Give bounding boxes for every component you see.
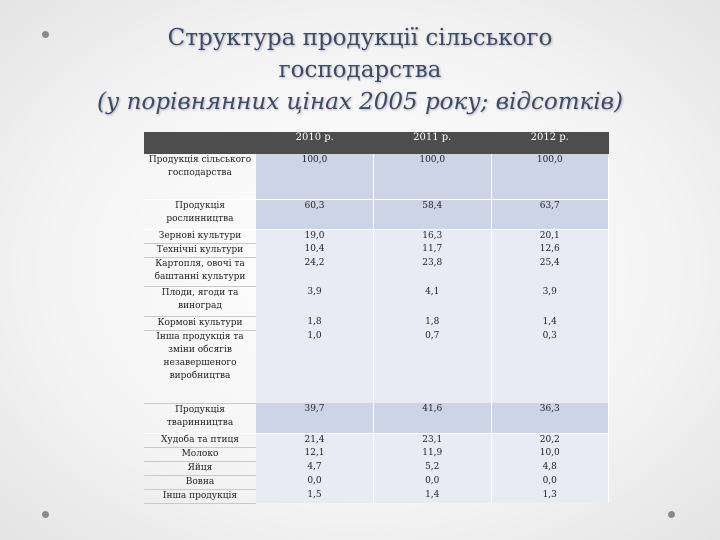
row-label: Зернові культури: [144, 229, 256, 243]
row-label: Плоди, ягоди та виноград: [144, 286, 256, 316]
cell-value: 19,0: [256, 229, 374, 243]
cell-value: 1,5: [256, 489, 374, 503]
row-label: Інша продукція: [144, 489, 256, 503]
decorative-dot: [42, 511, 49, 518]
cell-value: 12,6: [491, 243, 609, 257]
cell-value: 60,3: [256, 199, 374, 229]
cell-value: 0,0: [256, 475, 374, 489]
row-label: Картопля, овочі та баштанні культури: [144, 257, 256, 286]
structure-table: [144, 132, 609, 504]
title-line-1: Структура продукції сільського: [167, 25, 553, 51]
row-label: Яйця: [144, 461, 256, 475]
cell-value: 4,1: [374, 286, 492, 316]
cell-value: 1,4: [491, 316, 609, 330]
row-label: Продукція тваринництва: [144, 403, 256, 433]
cell-value: 21,4: [256, 433, 374, 447]
title-line-2: господарства: [278, 57, 442, 83]
cell-value: 4,7: [256, 461, 374, 475]
cell-value: 1,8: [256, 316, 374, 330]
cell-value: 16,3: [374, 229, 492, 243]
row-label: Молоко: [144, 447, 256, 461]
title-subtitle: (у порівнянних цінах 2005 року; відсотків): [97, 89, 623, 115]
row-label: Худоба та птиця: [144, 433, 256, 447]
cell-value: 1,4: [374, 489, 492, 503]
cell-value: 24,2: [256, 257, 374, 286]
table-row: [144, 330, 609, 403]
table-row: [144, 461, 609, 475]
cell-value: 0,0: [491, 475, 609, 489]
cell-value: 11,9: [374, 447, 492, 461]
table-row: [144, 154, 609, 199]
cell-value: 36,3: [491, 403, 609, 433]
cell-value: 10,4: [256, 243, 374, 257]
cell-value: 63,7: [491, 199, 609, 229]
table-row: [144, 403, 609, 433]
cell-value: 3,9: [491, 286, 609, 316]
table-row: [144, 316, 609, 330]
cell-value: 23,1: [374, 433, 492, 447]
cell-value: 5,2: [374, 461, 492, 475]
cell-value: 0,0: [374, 475, 492, 489]
cell-value: 39,7: [256, 403, 374, 433]
table-row: [144, 475, 609, 489]
cell-value: 1,3: [491, 489, 609, 503]
row-label: Продукція сільського господарства: [144, 154, 256, 199]
cell-value: 1,8: [374, 316, 492, 330]
table-header-row: [144, 132, 609, 154]
table-row: [144, 257, 609, 286]
cell-value: 0,3: [491, 330, 609, 403]
table-row: [144, 489, 609, 503]
table-row: [144, 243, 609, 257]
slide-title: [0, 22, 720, 118]
cell-value: 100,0: [374, 154, 492, 199]
table-row: [144, 229, 609, 243]
cell-value: 23,8: [374, 257, 492, 286]
row-label: Вовна: [144, 475, 256, 489]
header-cell-2010: 2010 р.: [256, 132, 374, 154]
decorative-dot: [668, 511, 675, 518]
cell-value: 1,0: [256, 330, 374, 403]
table-row: [144, 447, 609, 461]
row-label: Інша продукція та зміни обсягів незавершеного виробництва: [144, 330, 256, 403]
table-row: [144, 433, 609, 447]
cell-value: 41,6: [374, 403, 492, 433]
cell-value: 11,7: [374, 243, 492, 257]
cell-value: 0,7: [374, 330, 492, 403]
cell-value: 20,1: [491, 229, 609, 243]
cell-value: 12,1: [256, 447, 374, 461]
row-label: Технічні культури: [144, 243, 256, 257]
header-cell-2012: 2012 р.: [491, 132, 609, 154]
cell-value: 20,2: [491, 433, 609, 447]
cell-value: 3,9: [256, 286, 374, 316]
table-row: [144, 286, 609, 316]
cell-value: 10,0: [491, 447, 609, 461]
row-label: Кормові культури: [144, 316, 256, 330]
cell-value: 25,4: [491, 257, 609, 286]
header-cell-2011: 2011 р.: [374, 132, 492, 154]
table-row: [144, 199, 609, 229]
cell-value: 100,0: [256, 154, 374, 199]
cell-value: 100,0: [491, 154, 609, 199]
cell-value: 4,8: [491, 461, 609, 475]
cell-value: 58,4: [374, 199, 492, 229]
row-label: Продукція рослинництва: [144, 199, 256, 229]
header-cell-corner: [144, 132, 256, 154]
